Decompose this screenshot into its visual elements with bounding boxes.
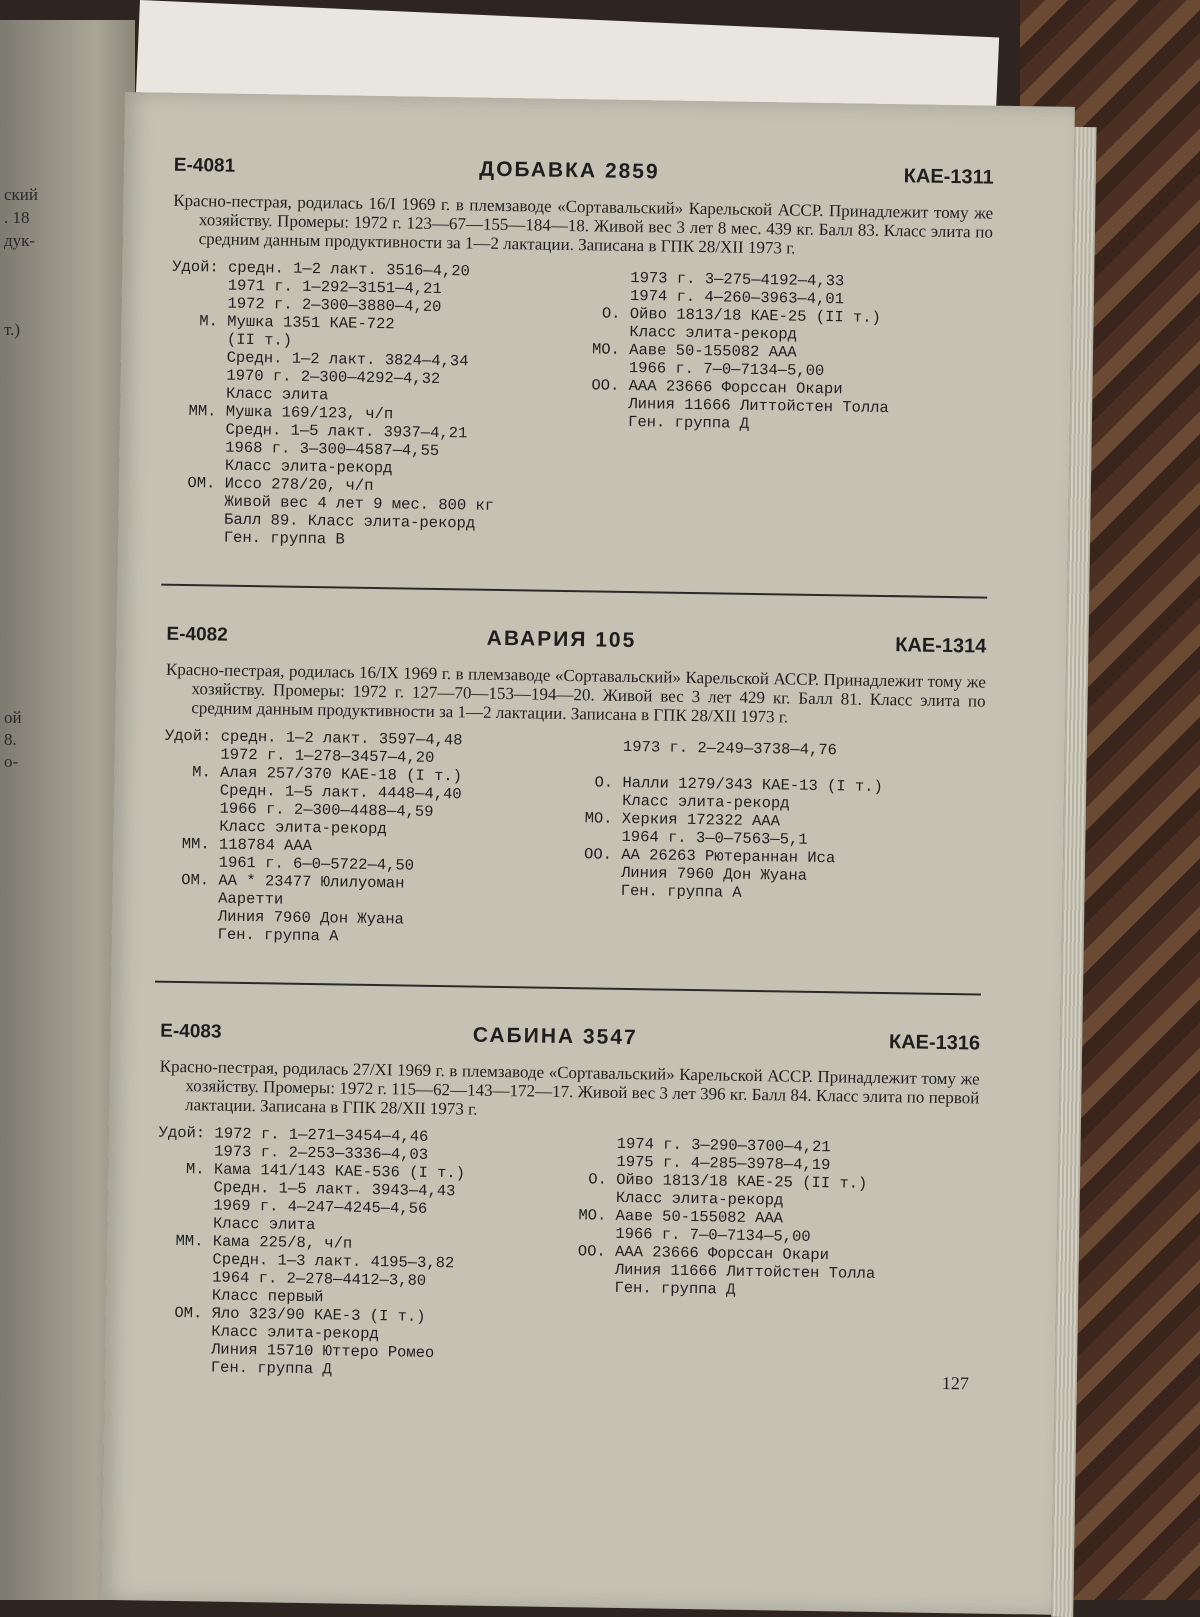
facing-page-fragment: о- — [4, 752, 19, 771]
facing-page-fragment: . 18 — [4, 208, 30, 227]
pedigree-line: Средн. 1—2 лакт. 3824—4,34 — [170, 347, 469, 371]
pedigree-line: Класс элита-рекорд — [169, 455, 393, 478]
pedigree-dam-column — [155, 1124, 558, 1382]
pedigree-line: 1969 г. 4—247—4245—4,56 — [157, 1195, 428, 1218]
pedigree-line: О. Налли 1279/343 КАЕ-13 (I т.) — [585, 773, 883, 796]
pedigree-line: Класс элита-рекорд — [592, 322, 798, 344]
facing-page-fragment: ский — [4, 185, 38, 204]
record-divider — [155, 981, 981, 996]
pedigree-line: ММ. Кама 225/8, ч/п — [156, 1231, 353, 1253]
record-code: Е-4083 — [160, 1020, 222, 1043]
pedigree-line: Ген. группа Д — [154, 1357, 332, 1379]
pedigree-line: 1974 г. 4—260—3963—4,01 — [592, 286, 845, 309]
pedigree-sire-column — [554, 1130, 979, 1389]
page-number: 127 — [941, 1372, 969, 1394]
record-header — [160, 1019, 980, 1056]
record-code: Е-4082 — [166, 623, 228, 646]
pedigree-line: Класс элита-рекорд — [578, 1188, 784, 1210]
pedigree-line: 1973 г. 2—253—3336—4,03 — [158, 1141, 429, 1164]
pedigree-line: 1968 г. 3—300—4587—4,55 — [169, 437, 440, 460]
book-page — [101, 92, 1075, 1615]
pedigree-line: Линия 11666 Литтойстен Толла — [591, 394, 889, 418]
pedigree-line: О. Ойво 1813/18 КАЕ-25 (II т.) — [578, 1170, 868, 1193]
pedigree-line: ОО. ААА 23666 Форссан Окари — [591, 376, 843, 399]
pedigree-block — [155, 1124, 979, 1389]
facing-page-fragment: 8. — [4, 730, 17, 749]
cow-name: АВАРИЯ 105 — [486, 626, 637, 653]
pedigree-line: М. Мушка 1351 КАЕ-722 — [171, 311, 395, 334]
pedigree-line: О. Ойво 1813/18 КАЕ-25 (II т.) — [592, 304, 882, 327]
pedigree-line: Живой вес 4 лет 9 мес. 800 кг — [168, 491, 495, 515]
pedigree-line: Средн. 1—3 лакт. 4195—3,82 — [156, 1249, 455, 1273]
pedigree-line: ОМ. Яло 323/90 КАЕ-3 (I т.) — [155, 1303, 426, 1326]
pedigree-line: 1972 г. 2—300—3880—4,20 — [171, 293, 442, 316]
pedigree-line: 1966 г. 2—300—4488—4,59 — [163, 798, 434, 821]
pedigree-line: ОО. АА 26263 Рютераннан Иса — [583, 845, 836, 868]
pedigree-line: Класс первый — [155, 1285, 324, 1307]
pedigree-line: МО. Ааве 50-155082 ААА — [578, 1206, 784, 1228]
catalog-sheet — [154, 153, 994, 1394]
pedigree-line: МО. Ааве 50-155082 ААА — [591, 340, 797, 362]
facing-page-fragment: ой — [4, 708, 22, 727]
pedigree-line: МО. Херкия 172322 ААА — [584, 809, 781, 831]
pedigree-line: Удой: средн. 1—2 лакт. 3597—4,48 — [164, 726, 463, 750]
cow-record — [162, 622, 987, 956]
pedigree-line: 1971 г. 1—292—3151—4,21 — [171, 275, 442, 298]
record-description: Красно-пестрая, родилась 27/XI 1969 г. в племзаводе «Сортавальский» Карельской АССР. Принадлежит тому же хозяйству. Промеры: 1972 г. 115—62—143—172—17. Живой вес 3 лет 396 кг. Балл 84. Класс элита по первой лактации. Записана в ГПК 28/XII 1973 г. — [159, 1056, 980, 1119]
pedigree-line: Класс элита — [157, 1213, 316, 1235]
kae-number: КАЕ-1316 — [888, 1031, 981, 1055]
pedigree-line: Средн. 1—5 лакт. 3943—4,43 — [157, 1177, 456, 1201]
pedigree-line: 1961 г. 6—0—5722—4,50 — [162, 852, 415, 875]
record-code: Е-4081 — [173, 154, 236, 177]
pedigree-block — [162, 727, 985, 956]
pedigree-line: Линия 7960 Дон Жуана — [161, 906, 405, 929]
pedigree-dam-column — [168, 258, 571, 552]
pedigree-line: Ген. группа А — [161, 924, 339, 946]
pedigree-line: ОМ. АА * 23477 Юлилуоман — [162, 870, 405, 893]
pedigree-line: Линия 7960 Дон Жуана — [583, 863, 808, 885]
record-description: Красно-пестрая, родилась 16/IX 1969 г. в племзаводе «Сортавальский» Карельской АССР. Принадлежит тому же хозяйству. Промеры: 1972 г. 127—70—153—194—20. Живой вес 3 лет 429 кг. Балл 81. Класс элита по средним данным продуктивности за 1—2 лактации. Записана в ГПК 28/XII 1973 г. — [165, 659, 986, 727]
pedigree-line: М. Алая 257/370 КАЕ-18 (I т.) — [164, 762, 463, 786]
pedigree-line: 1970 г. 2—300—4292—4,32 — [170, 365, 441, 388]
cow-name: САБИНА 3547 — [472, 1023, 638, 1050]
pedigree-line: 1973 г. 3—275—4192—4,33 — [593, 268, 845, 291]
record-description: Красно-пестрая, родилась 16/I 1969 г. в племзаводе «Сортавальский» Карельской АССР. Принадлежит тому же хозяйству. Промеры: 1972 г. 123—67—155—184—18. Живой вес 3 лет 8 мес. 439 кг. Балл 83. Класс элита по средним данным продуктивности за 1—2 лактации. Записана в ГПК 28/XII 1973 г. — [173, 190, 994, 258]
pedigree-line: М. Кама 141/143 КАЕ-536 (I т.) — [157, 1159, 466, 1183]
pedigree-line: Класс элита — [170, 383, 329, 405]
pedigree-line: (II т.) — [170, 329, 293, 350]
pedigree-line: Класс элита-рекорд — [155, 1321, 379, 1344]
pedigree-line: 1973 г. 2—249—3738—4,76 — [585, 737, 838, 760]
pedigree-line: ММ. Мушка 169/123, ч/п — [169, 401, 394, 424]
kae-number: КАЕ-1314 — [895, 634, 987, 658]
pedigree-line: Класс элита-рекорд — [163, 816, 387, 839]
pedigree-line: 1964 г. 2—278—4412—3,80 — [156, 1267, 427, 1290]
pedigree-line: ОО. ААА 23666 Форссан Окари — [577, 1242, 830, 1265]
pedigree-dam-column — [162, 727, 564, 949]
cow-record — [168, 153, 994, 559]
pedigree-line: 1964 г. 3—0—7563—5,1 — [584, 827, 808, 849]
pedigree-line: Балл 89. Класс элита-рекорд — [168, 509, 476, 533]
pedigree-line: Удой: 1972 г. 1—271—3454—4,46 — [158, 1123, 429, 1146]
pedigree-line: 1974 г. 3—290—3700—4,21 — [579, 1134, 831, 1157]
pedigree-line: 1966 г. 7—0—7134—5,00 — [577, 1224, 811, 1246]
pedigree-line: Средн. 1—5 лакт. 3937—4,21 — [169, 419, 468, 443]
pedigree-line: ОМ. Иссо 278/20, ч/п — [168, 473, 374, 495]
kae-number: КАЕ-1311 — [903, 165, 994, 189]
facing-page-fragment: т.) — [4, 320, 21, 339]
pedigree-line: Ген. группа Д — [590, 412, 750, 433]
pedigree-line: Линия 15710 Юттеро Ромео — [155, 1339, 435, 1363]
pedigree-line: Средн. 1—5 лакт. 4448—4,40 — [163, 780, 462, 804]
pedigree-sire-column — [567, 264, 992, 559]
pedigree-line: Удой: средн. 1—2 лакт. 3516—4,20 — [172, 257, 471, 281]
cow-name: ДОБАВКА 2859 — [479, 157, 660, 184]
pedigree-line: Ген. группа В — [167, 527, 345, 549]
pedigree-line: Ааретти — [162, 888, 284, 909]
pedigree-line: 1966 г. 7—0—7134—5,00 — [591, 358, 825, 381]
pedigree-line: Ген. группа Д — [577, 1278, 736, 1299]
pedigree-line: 1972 г. 1—278—3457—4,20 — [164, 744, 435, 767]
pedigree-line: ММ. 118784 ААА — [163, 834, 313, 856]
record-header — [166, 622, 986, 659]
pedigree-line: Класс элита-рекорд — [584, 791, 790, 813]
pedigree-line: Ген. группа А — [583, 881, 742, 902]
cow-record — [154, 1019, 981, 1394]
pedigree-block — [168, 258, 992, 559]
pedigree-line: Линия 11666 Литтойстен Толла — [577, 1260, 876, 1283]
pedigree-line: 1975 г. 4—285—3978—4,19 — [579, 1152, 831, 1175]
facing-page-fragment: дук- — [4, 231, 36, 250]
record-divider — [161, 584, 987, 599]
record-header — [174, 153, 994, 190]
pedigree-sire-column — [561, 733, 985, 956]
